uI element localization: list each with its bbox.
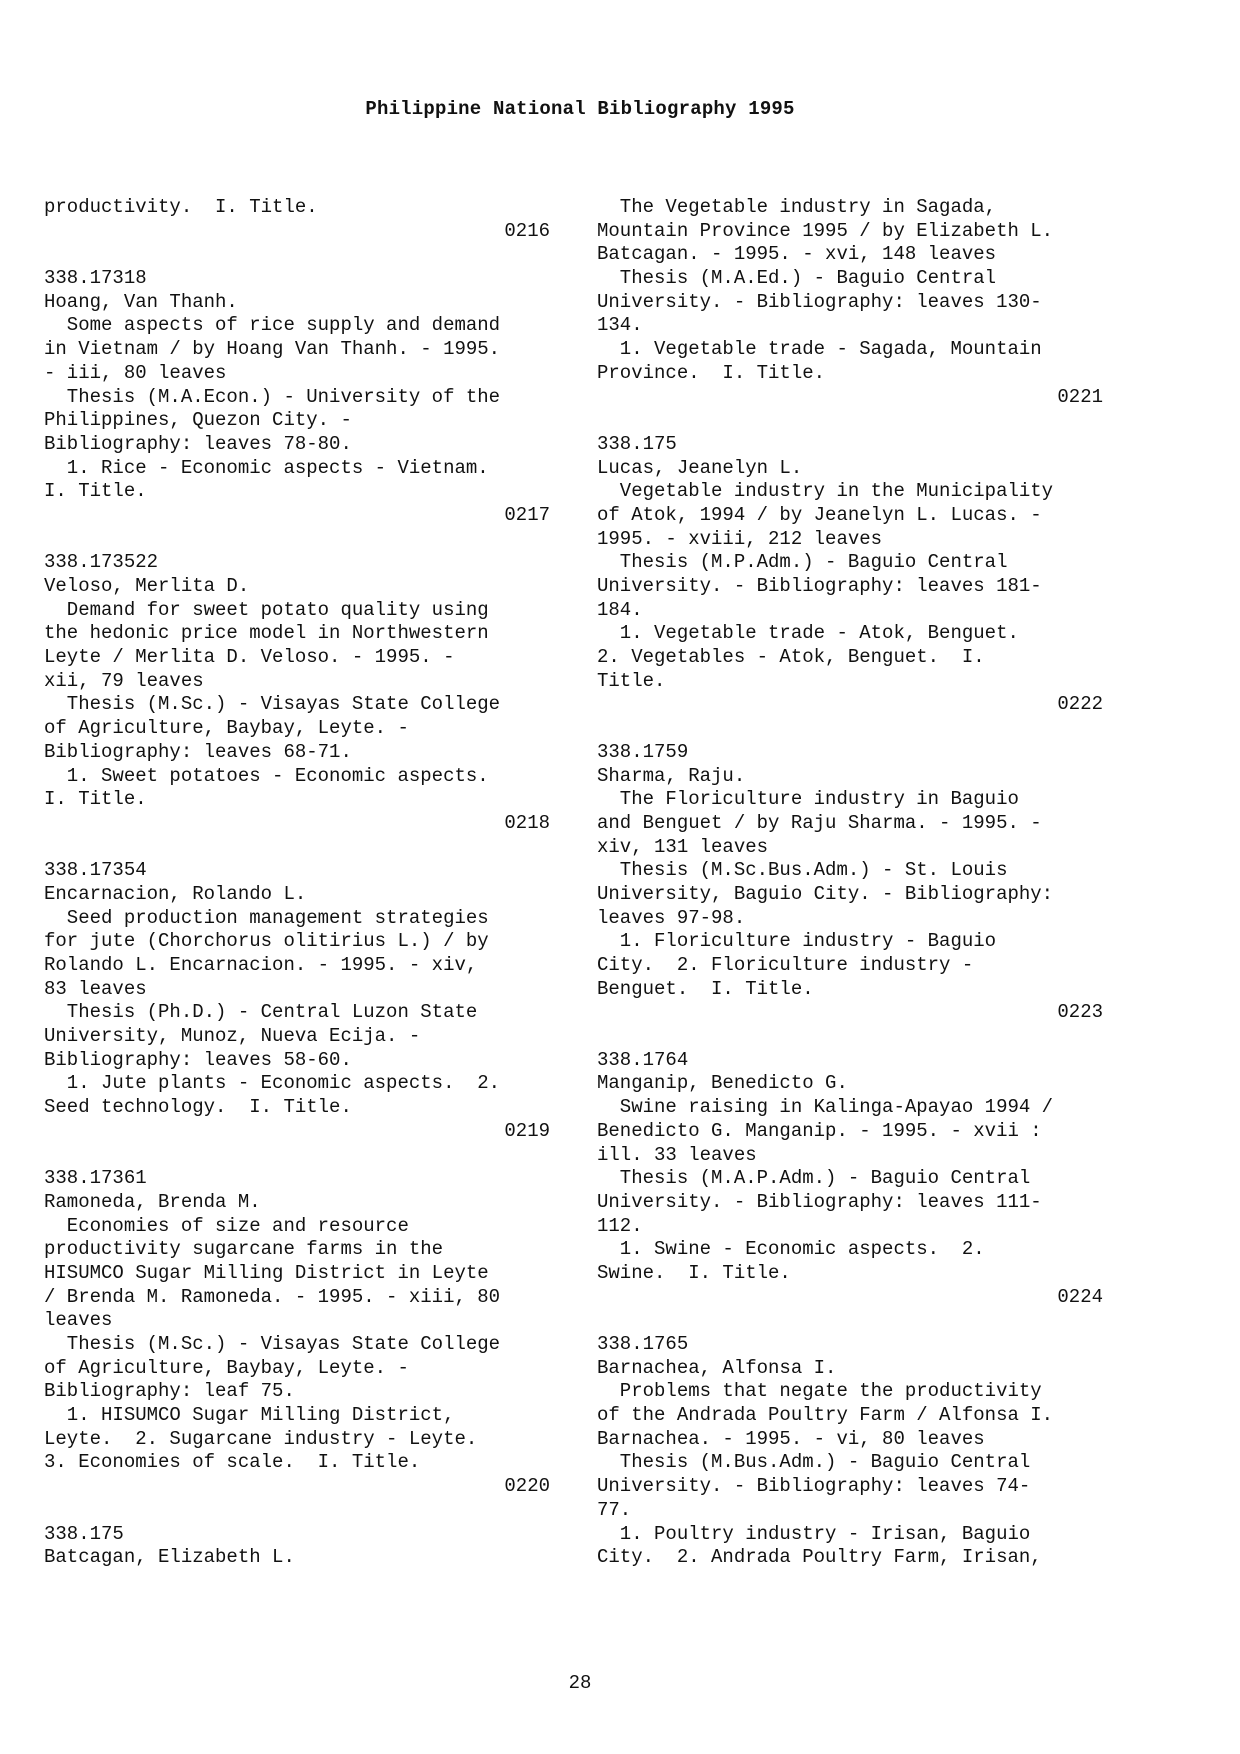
entry-line: 1. HISUMCO Sugar Milling District, bbox=[44, 1404, 455, 1427]
entry-number: 0221 bbox=[1057, 385, 1103, 408]
left-column bbox=[44, 196, 564, 1570]
entry-line: City. 2. Floriculture industry - bbox=[597, 954, 974, 976]
entry-line: Veloso, Merlita D. bbox=[44, 575, 250, 597]
entry-line: 3. Economies of scale. I. Title. bbox=[44, 1451, 421, 1474]
entry-line: University. - Bibliography: leaves 181- bbox=[597, 575, 1042, 597]
entry-line: Philippines, Quezon City. - bbox=[44, 409, 352, 432]
entry-line: of Atok, 1994 / by Jeanelyn L. Lucas. - bbox=[597, 503, 1042, 526]
entry-line: Thesis (M.Bus.Adm.) - Baguio Central bbox=[597, 1451, 1031, 1474]
entry-line: productivity. I. Title. bbox=[44, 196, 318, 218]
entry-line: 338.175 bbox=[597, 432, 677, 455]
entry-line: HISUMCO Sugar Milling District in Leyte bbox=[44, 1261, 489, 1284]
entry-line: Bibliography: leaf 75. bbox=[44, 1380, 295, 1403]
right-column bbox=[597, 196, 1117, 1570]
entry-line: 338.1759 bbox=[597, 740, 689, 763]
entry-line: 1995. - xviii, 212 leaves bbox=[597, 527, 883, 550]
entry-line: Demand for sweet potato quality using bbox=[44, 598, 489, 621]
entry-line: Lucas, Jeanelyn L. bbox=[597, 456, 803, 479]
entry-separator bbox=[44, 243, 564, 267]
entry-line: Some aspects of rice supply and demand bbox=[44, 314, 501, 337]
entry-line: The Vegetable industry in Sagada, bbox=[597, 196, 997, 218]
entry-separator bbox=[44, 1144, 564, 1168]
entry-line: Thesis (M.A.Econ.) - University of the bbox=[44, 385, 501, 408]
entry-line: Encarnacion, Rolando L. bbox=[44, 882, 307, 905]
entry-line: I. Title. bbox=[44, 788, 147, 811]
entry-line: Swine. I. Title. bbox=[597, 1261, 791, 1284]
entry-line: leaves 97-98. bbox=[597, 906, 746, 929]
entry-line: Hoang, Van Thanh. bbox=[44, 290, 238, 313]
entry-line: Batcagan. - 1995. - xvi, 148 leaves bbox=[597, 243, 997, 266]
entry-line: 338.1765 bbox=[597, 1333, 689, 1355]
entry-separator bbox=[44, 1499, 564, 1523]
entry-line: Swine raising in Kalinga-Apayao 1994 / bbox=[597, 1096, 1054, 1119]
entry-line: 338.175 bbox=[44, 1522, 124, 1545]
entry-line: 112. bbox=[597, 1214, 643, 1237]
entry-line: City. 2. Andrada Poultry Farm, Irisan, bbox=[597, 1546, 1042, 1569]
entry-line: Sharma, Raju. bbox=[597, 764, 746, 787]
entry-line: 338.17354 bbox=[44, 859, 147, 882]
entry-line: Thesis (M.P.Adm.) - Baguio Central bbox=[597, 551, 1008, 574]
entry-line: Mountain Province 1995 / by Elizabeth L. bbox=[597, 219, 1054, 242]
entry-line: Title. bbox=[597, 669, 666, 692]
entry-line: for jute (Chorchorus olitirius L.) / by bbox=[44, 930, 489, 953]
entry-line: 1. Swine - Economic aspects. 2. bbox=[597, 1238, 985, 1261]
entry-line: of Agriculture, Baybay, Leyte. - bbox=[44, 1356, 409, 1379]
entry-line: Ramoneda, Brenda M. bbox=[44, 1190, 261, 1213]
entry-separator bbox=[597, 409, 1117, 433]
entry-number: 0224 bbox=[1057, 1285, 1103, 1308]
entry-line: Thesis (M.A.P.Adm.) - Baguio Central bbox=[597, 1167, 1031, 1190]
entry-line: leaves bbox=[44, 1309, 113, 1332]
entry-line: 1. Sweet potatoes - Economic aspects. bbox=[44, 764, 489, 787]
entry-line: Bibliography: leaves 78-80. bbox=[44, 432, 352, 455]
entry-line: 184. bbox=[597, 598, 643, 621]
entry-line: Barnachea, Alfonsa I. bbox=[597, 1356, 837, 1379]
entry-line: Thesis (M.Sc.Bus.Adm.) - St. Louis bbox=[597, 859, 1008, 882]
entry-line: 1. Poultry industry - Irisan, Baguio bbox=[597, 1522, 1031, 1545]
entry-line: Thesis (Ph.D.) - Central Luzon State bbox=[44, 1001, 478, 1024]
entry-separator bbox=[597, 717, 1117, 741]
entry-line: Leyte. 2. Sugarcane industry - Leyte. bbox=[44, 1427, 478, 1450]
entry-line: Bibliography: leaves 58-60. bbox=[44, 1048, 352, 1071]
entry-line: 1. Jute plants - Economic aspects. 2. bbox=[44, 1072, 501, 1095]
entry-line: - iii, 80 leaves bbox=[44, 361, 227, 384]
entry-line: The Floriculture industry in Baguio bbox=[597, 788, 1019, 811]
entry-number: 0216 bbox=[504, 219, 550, 242]
entry-line: of Agriculture, Baybay, Leyte. - bbox=[44, 717, 409, 740]
entry-line: Benguet. I. Title. bbox=[597, 977, 814, 1000]
entry-line: I. Title. bbox=[44, 480, 147, 503]
entry-line: 1. Vegetable trade - Atok, Benguet. bbox=[597, 622, 1019, 645]
entry-line: Province. I. Title. bbox=[597, 361, 826, 384]
entry-number: 0218 bbox=[504, 811, 550, 834]
entry-line: 338.1764 bbox=[597, 1048, 689, 1071]
entry-separator bbox=[597, 1025, 1117, 1049]
entry-line: Vegetable industry in the Municipality bbox=[597, 480, 1054, 503]
entry-line: Seed technology. I. Title. bbox=[44, 1096, 352, 1119]
page-number: 28 bbox=[568, 1672, 592, 1694]
entry-number: 0222 bbox=[1057, 693, 1103, 716]
entry-line: Leyte / Merlita D. Veloso. - 1995. - bbox=[44, 646, 455, 669]
entry-line: of the Andrada Poultry Farm / Alfonsa I. bbox=[597, 1404, 1054, 1427]
entry-number: 0219 bbox=[504, 1119, 550, 1142]
entry-line: University, Baguio City. - Bibliography: bbox=[597, 882, 1054, 905]
entry-line: / Brenda M. Ramoneda. - 1995. - xiii, 80 bbox=[44, 1285, 501, 1308]
entry-separator bbox=[597, 1309, 1117, 1333]
entry-line: Thesis (M.A.Ed.) - Baguio Central bbox=[597, 267, 997, 290]
entry-line: Seed production management strategies bbox=[44, 906, 489, 929]
entry-line: University. - Bibliography: leaves 74- bbox=[597, 1475, 1031, 1498]
entry-line: University. - Bibliography: leaves 111- bbox=[597, 1190, 1042, 1213]
entry-number: 0220 bbox=[504, 1475, 550, 1498]
entry-line: xiv, 131 leaves bbox=[597, 835, 769, 858]
entry-line: xii, 79 leaves bbox=[44, 669, 204, 692]
entry-line: University, Munoz, Nueva Ecija. - bbox=[44, 1025, 421, 1048]
entry-line: and Benguet / by Raju Sharma. - 1995. - bbox=[597, 811, 1042, 834]
entry-line: in Vietnam / by Hoang Van Thanh. - 1995. bbox=[44, 338, 501, 361]
entry-line: 1. Floriculture industry - Baguio bbox=[597, 930, 997, 953]
entry-separator bbox=[44, 836, 564, 860]
entry-line: 1. Vegetable trade - Sagada, Mountain bbox=[597, 338, 1042, 361]
entry-line: the hedonic price model in Northwestern bbox=[44, 622, 489, 645]
entry-line: Thesis (M.Sc.) - Visayas State College bbox=[44, 1333, 501, 1355]
entry-line: Rolando L. Encarnacion. - 1995. - xiv, bbox=[44, 954, 478, 976]
entry-line: Economies of size and resource bbox=[44, 1214, 409, 1237]
entry-line: 77. bbox=[597, 1498, 632, 1521]
entry-line: 338.17318 bbox=[44, 267, 147, 290]
entry-line: University. - Bibliography: leaves 130- bbox=[597, 290, 1042, 313]
entry-line: 83 leaves bbox=[44, 977, 147, 1000]
entry-line: Batcagan, Elizabeth L. bbox=[44, 1546, 295, 1569]
entry-line: Benedicto G. Manganip. - 1995. - xvii : bbox=[597, 1119, 1042, 1142]
entry-line: Problems that negate the productivity bbox=[597, 1380, 1042, 1403]
entry-line: 1. Rice - Economic aspects - Vietnam. bbox=[44, 456, 489, 479]
entry-line: Manganip, Benedicto G. bbox=[597, 1072, 848, 1095]
page-title: Philippine National Bibliography 1995 bbox=[365, 98, 795, 120]
entry-line: Barnachea. - 1995. - vi, 80 leaves bbox=[597, 1427, 985, 1450]
entry-line: 338.173522 bbox=[44, 551, 159, 574]
entry-line: Bibliography: leaves 68-71. bbox=[44, 740, 352, 763]
entry-number: 0223 bbox=[1057, 1001, 1103, 1024]
entry-number: 0217 bbox=[504, 503, 550, 526]
entry-separator bbox=[44, 528, 564, 552]
entry-line: 134. bbox=[597, 314, 643, 337]
entry-line: productivity sugarcane farms in the bbox=[44, 1238, 444, 1261]
entry-line: Thesis (M.Sc.) - Visayas State College bbox=[44, 693, 501, 716]
entry-line: 2. Vegetables - Atok, Benguet. I. bbox=[597, 646, 985, 669]
entry-line: ill. 33 leaves bbox=[597, 1143, 757, 1166]
entry-line: 338.17361 bbox=[44, 1167, 147, 1190]
